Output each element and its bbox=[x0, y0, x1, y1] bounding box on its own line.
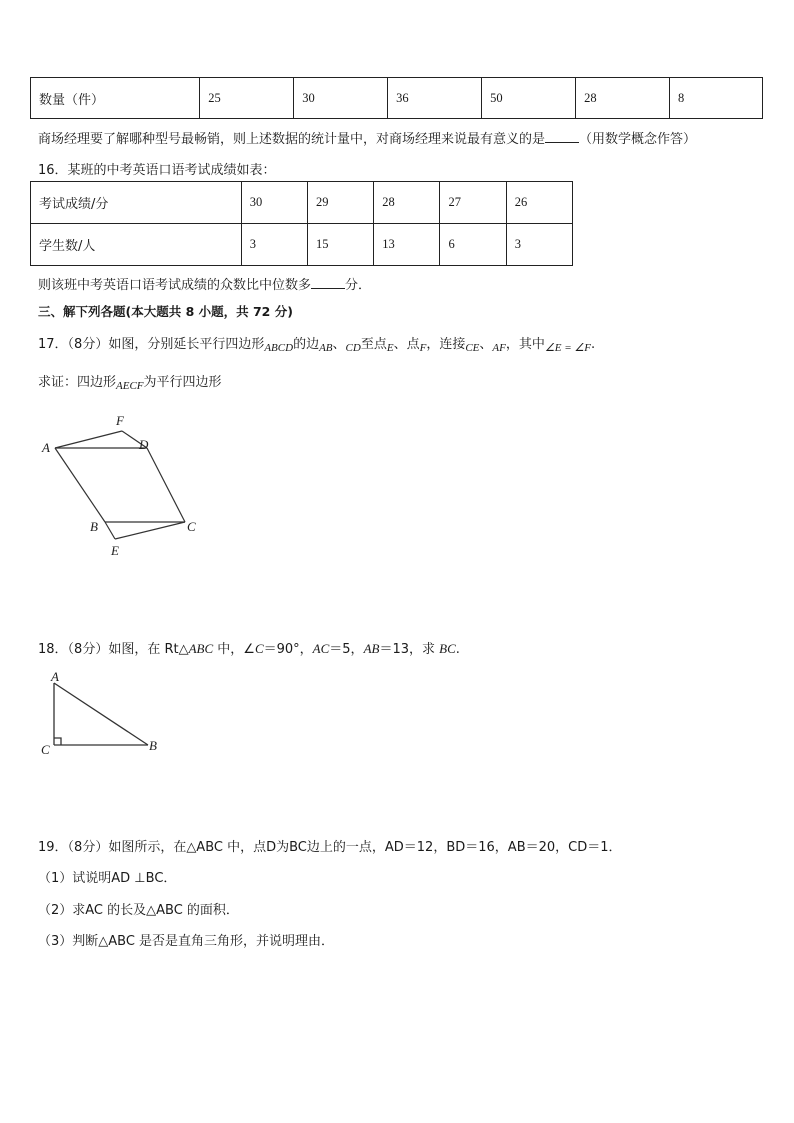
q17-text: 的边 bbox=[293, 337, 320, 352]
math-var: AB bbox=[363, 641, 380, 656]
math-var: AECF bbox=[116, 380, 144, 392]
math-var: AF bbox=[492, 342, 506, 354]
segment-BE bbox=[105, 522, 115, 539]
table-cell: 26 bbox=[506, 182, 572, 224]
q17-text: . bbox=[590, 337, 596, 352]
q16-text-after: 分． bbox=[345, 278, 372, 293]
q15-text-before: 商场经理要了解哪种型号最畅销，则上述数据的统计量中，对商场经理来说最有意义的是 bbox=[38, 132, 546, 147]
math-var: CD bbox=[345, 342, 361, 354]
math-var: F bbox=[419, 342, 427, 354]
segment-EC bbox=[115, 522, 185, 539]
segment-AB bbox=[55, 448, 105, 522]
q16-conclusion bbox=[38, 274, 371, 293]
vertex-label-A: A bbox=[42, 440, 50, 455]
table-cell: 28 bbox=[576, 78, 670, 119]
table-cell: 3 bbox=[506, 224, 572, 266]
math-var: CE bbox=[465, 342, 480, 354]
q15-question-text bbox=[38, 128, 696, 147]
q18-text: . bbox=[455, 642, 460, 657]
math-var: AB bbox=[319, 342, 333, 354]
table-cell: 考试成绩/分 bbox=[31, 182, 242, 224]
q17-prove bbox=[38, 371, 222, 390]
q19-part-2: （2）求AC 的长及△ABC 的面积． bbox=[38, 903, 239, 918]
table-cell: 25 bbox=[200, 78, 294, 119]
q18-text: ＝90°， bbox=[263, 642, 313, 657]
q17-text: 、点 bbox=[393, 337, 420, 352]
q19-part-3: （3）判断△ABC 是否是直角三角形，并说明理由． bbox=[38, 934, 335, 949]
table-cell: 学生数/人 bbox=[31, 224, 242, 266]
q18-stem bbox=[38, 638, 460, 657]
math-var: AC bbox=[312, 641, 330, 656]
q17-text: 为平行四边形 bbox=[143, 375, 222, 390]
table-cell: 29 bbox=[308, 182, 374, 224]
table-cell: 数量（件） bbox=[31, 78, 200, 119]
q16-table bbox=[30, 181, 573, 266]
table-row bbox=[31, 78, 763, 119]
table-cell: 30 bbox=[241, 182, 307, 224]
q17-text: 至点 bbox=[360, 337, 387, 352]
table-cell: 28 bbox=[374, 182, 440, 224]
q17-text: 、 bbox=[332, 337, 346, 352]
table-cell: 15 bbox=[308, 224, 374, 266]
q18-text: ＝13，求 bbox=[379, 642, 440, 657]
q17-text: 、 bbox=[479, 337, 493, 352]
side-AB bbox=[54, 683, 148, 745]
table-cell: 8 bbox=[670, 78, 763, 119]
q18-text: 中，∠ bbox=[213, 642, 255, 657]
table-cell: 13 bbox=[374, 224, 440, 266]
math-var: ABC bbox=[188, 641, 214, 656]
table-cell: 27 bbox=[440, 182, 506, 224]
q17-text: 求证：四边形 bbox=[38, 375, 117, 390]
vertex-label-E: E bbox=[111, 543, 119, 558]
section-heading: 三、解下列各题(本大题共 8 小题，共 72 分) bbox=[38, 304, 293, 319]
q15-text-after: （用数学概念作答） bbox=[579, 132, 697, 147]
q18-right-triangle-figure bbox=[36, 668, 166, 760]
vertex-label-A: A bbox=[51, 669, 59, 684]
q16-intro: 16．某班的中考英语口语考试成绩如表： bbox=[38, 163, 276, 178]
q17-parallelogram-figure bbox=[30, 405, 220, 565]
answer-blank bbox=[311, 275, 345, 289]
math-var: C bbox=[254, 641, 264, 656]
table-cell: 30 bbox=[294, 78, 388, 119]
q19-part-1: （1）试说明AD ⊥BC． bbox=[38, 871, 177, 886]
math-var: E bbox=[386, 342, 394, 354]
table-cell: 3 bbox=[241, 224, 307, 266]
q19-stem: 19．（8分）如图所示，在△ABC 中，点D为BC边上的一点，AD＝12，BD＝16，AB＝20，CD＝1． bbox=[38, 840, 622, 855]
math-var: BC bbox=[439, 641, 456, 656]
q15-table bbox=[30, 77, 763, 119]
answer-blank bbox=[545, 129, 579, 143]
q18-text: ＝5， bbox=[329, 642, 364, 657]
table-cell: 36 bbox=[388, 78, 482, 119]
table-row bbox=[31, 224, 573, 266]
segment-DC bbox=[147, 448, 185, 522]
q17-text: 17．（8分）如图，分别延长平行四边形 bbox=[38, 337, 265, 352]
math-var: ABCD bbox=[264, 342, 294, 354]
right-angle-mark bbox=[54, 738, 61, 745]
table-row bbox=[31, 182, 573, 224]
math-var: ∠E = ∠F bbox=[544, 342, 591, 354]
table-cell: 50 bbox=[482, 78, 576, 119]
vertex-label-F: F bbox=[116, 413, 124, 428]
q18-text: 18．（8分）如图，在 Rt△ bbox=[38, 642, 189, 657]
vertex-label-C: C bbox=[187, 519, 196, 534]
vertex-label-D: D bbox=[139, 437, 149, 452]
segment-AF bbox=[55, 431, 122, 448]
table-cell: 6 bbox=[440, 224, 506, 266]
q17-text: ，连接 bbox=[426, 337, 466, 352]
vertex-label-B: B bbox=[90, 519, 98, 534]
q17-text: ，其中 bbox=[505, 337, 545, 352]
vertex-label-B: B bbox=[149, 738, 157, 753]
q16-text-before: 则该班中考英语口语考试成绩的众数比中位数多 bbox=[38, 278, 312, 293]
q17-stem bbox=[38, 333, 595, 352]
vertex-label-C: C bbox=[41, 742, 50, 757]
